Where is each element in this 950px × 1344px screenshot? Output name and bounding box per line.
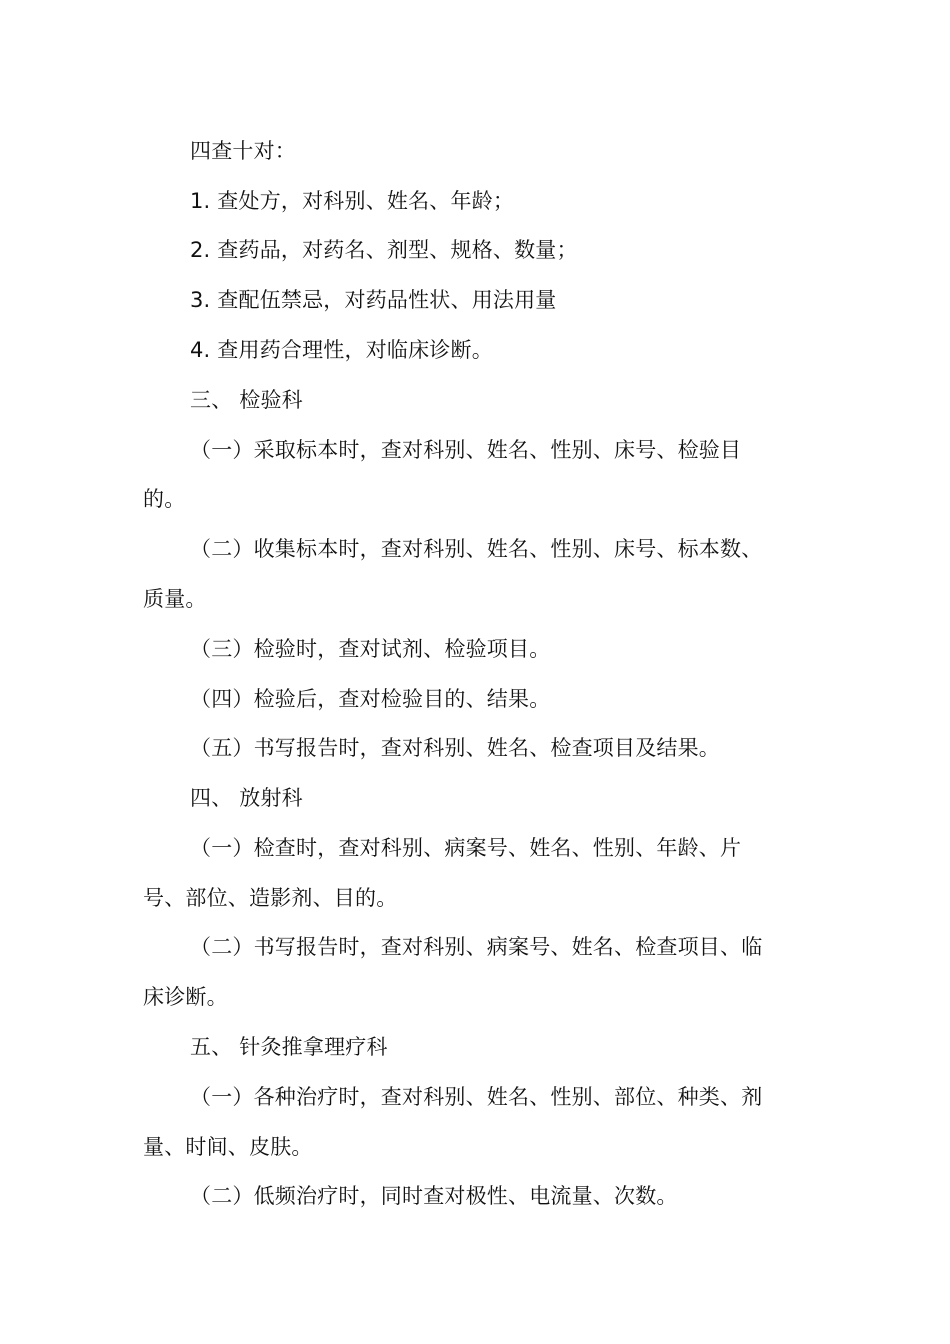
paragraph-line: （二）低频治疗时，同时查对极性、电流量、次数。 <box>190 1184 678 1208</box>
paragraph-line: 床诊断。 <box>143 985 228 1009</box>
paragraph-line: （一）各种治疗时，查对科别、姓名、性别、部位、种类、剂 <box>190 1085 763 1109</box>
section-heading: 四、 放射科 <box>190 786 303 810</box>
paragraph-line: （二）收集标本时，查对科别、姓名、性别、床号、标本数、 <box>190 537 763 561</box>
section-heading: 四查十对： <box>190 139 296 163</box>
section-heading: 五、 针灸推拿理疗科 <box>190 1035 388 1059</box>
paragraph-line: （二）书写报告时，查对科别、病案号、姓名、检查项目、临 <box>190 935 763 959</box>
paragraph-line: （一）检查时，查对科别、病案号、姓名、性别、年龄、片 <box>190 836 742 860</box>
section-heading: 三、 检验科 <box>190 388 303 412</box>
paragraph-line: 的。 <box>143 487 186 511</box>
paragraph-line: （四）检验后，查对检验目的、结果。 <box>190 687 551 711</box>
list-item: 3. 查配伍禁忌，对药品性状、用法用量 <box>190 288 557 312</box>
list-item: 2. 查药品，对药名、剂型、规格、数量； <box>190 238 578 262</box>
paragraph-line: 质量。 <box>143 587 207 611</box>
paragraph-line: （五）书写报告时，查对科别、姓名、检查项目及结果。 <box>190 736 720 760</box>
paragraph-line: 号、部位、造影剂、目的。 <box>143 886 398 910</box>
list-item: 4. 查用药合理性，对临床诊断。 <box>190 338 493 362</box>
paragraph-line: （三）检验时，查对试剂、检验项目。 <box>190 637 551 661</box>
paragraph-line: 量、时间、皮肤。 <box>143 1135 313 1159</box>
list-item: 1. 查处方，对科别、姓名、年龄； <box>190 189 515 213</box>
paragraph-line: （一）采取标本时，查对科别、姓名、性别、床号、检验目 <box>190 438 742 462</box>
